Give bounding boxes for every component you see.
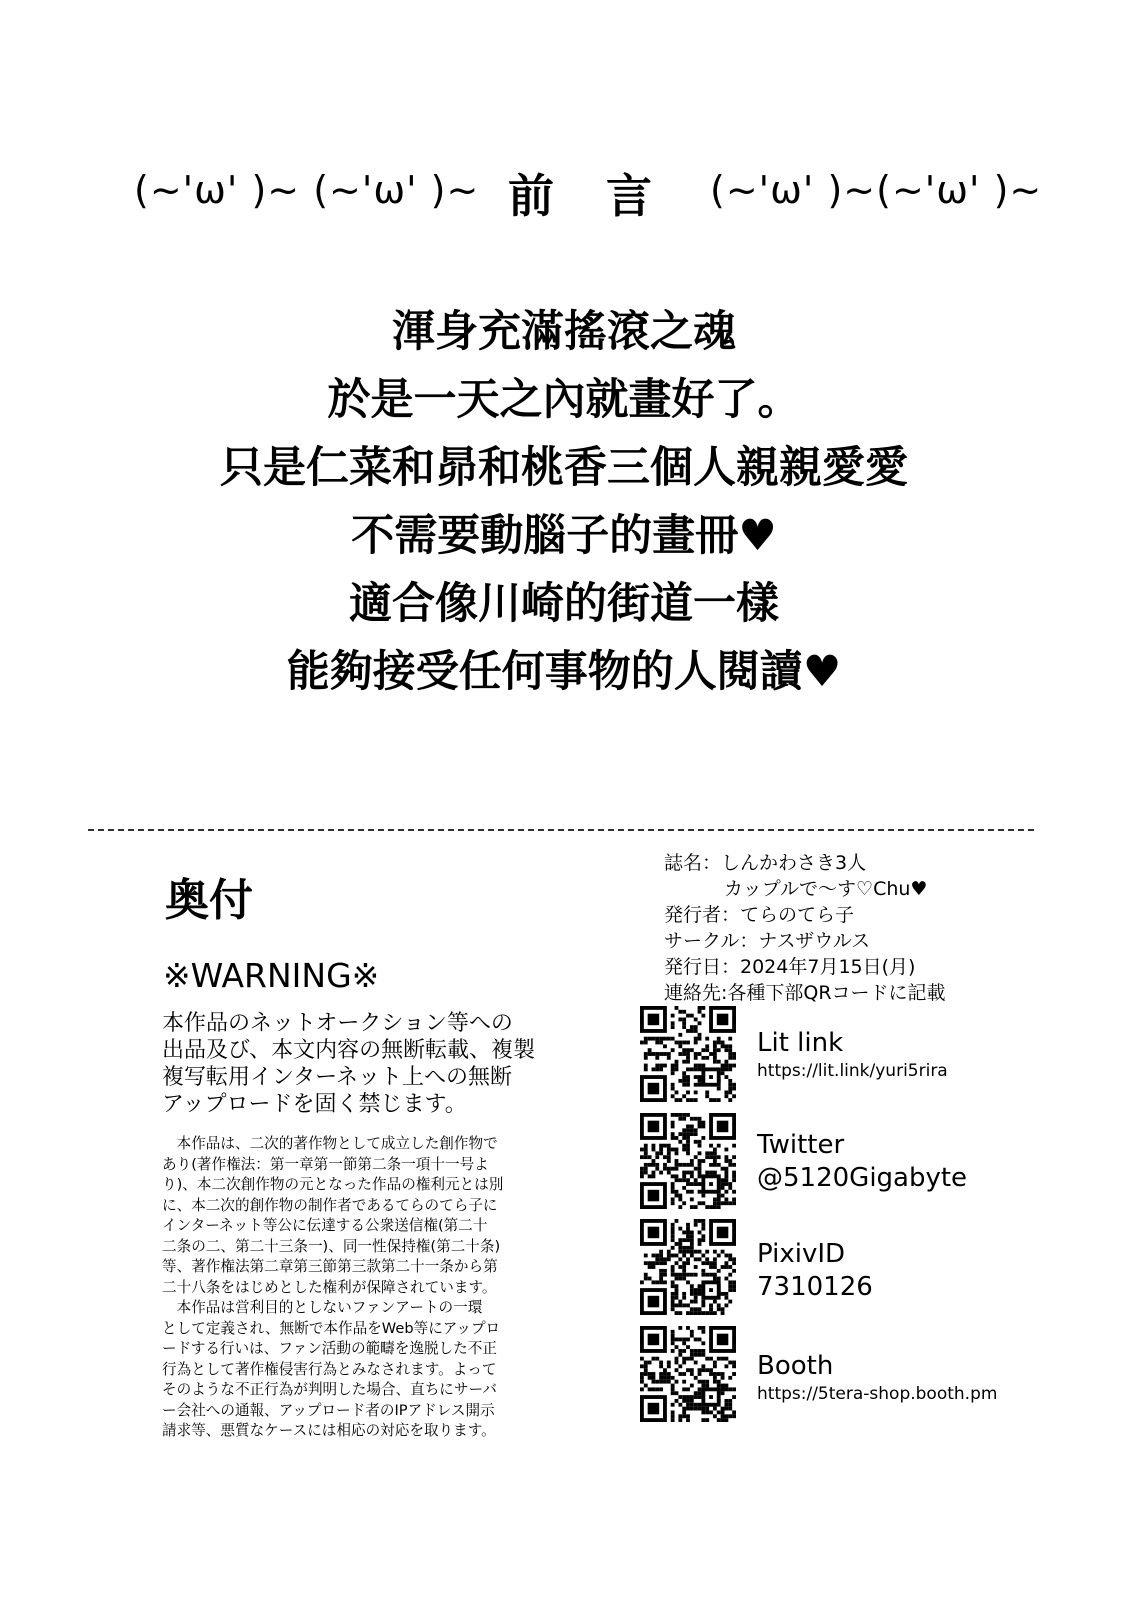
preface-line: 渾身充滿搖滾之魂 xyxy=(392,307,736,357)
booth-url[interactable]: https://5tera-shop.booth.pm xyxy=(757,1384,998,1404)
litlink-url[interactable]: https://lit.link/yuri5rira xyxy=(757,1061,948,1081)
qr-code-icon[interactable] xyxy=(640,1006,736,1102)
info-publisher: 発行者：てらのてら子 xyxy=(664,904,855,926)
booth-label: Booth xyxy=(757,1351,834,1381)
warning-title: ※WARNING※ xyxy=(163,956,380,995)
pixiv-label: PixivID xyxy=(757,1239,846,1269)
legal-line: 請求等、悪質なケースには相応の対応を取ります。 xyxy=(162,1422,496,1439)
legal-line: 本作品は、二次的著作物として成立した創作物で xyxy=(162,1135,498,1152)
warning-line: 本作品のネットオークション等への xyxy=(162,1011,513,1036)
legal-line: 二十八条をはじめとした権利が保障されています。 xyxy=(162,1278,497,1296)
info-title-cont: カップルで～す♡Chu♥ xyxy=(724,878,928,900)
legal-line: あり(著作権法：第一章第一節第二条一項十一号よ xyxy=(162,1155,489,1173)
colophon-title: 奥付 xyxy=(165,875,253,926)
qr-code-icon[interactable] xyxy=(640,1219,736,1315)
legal-line: 本作品は営利目的としないファンアートの一環 xyxy=(162,1299,483,1316)
legal-notice xyxy=(162,1134,562,1442)
preface-body xyxy=(0,298,1128,706)
info-circle: サークル：ナスザウルス xyxy=(664,930,871,952)
legal-line: ードする行いは、ファン活動の範疇を逸脱した不正 xyxy=(162,1340,497,1357)
qr-code-icon[interactable] xyxy=(640,1113,736,1209)
legal-line: そのような不正行為が判明した場合、直ちにサーバ xyxy=(162,1381,497,1398)
preface-line: 能夠接受任何事物的人閱讀♥ xyxy=(286,647,842,697)
info-contact: 連絡先:各種下部QRコードに記載 xyxy=(664,982,946,1004)
preface-line: 於是一天之內就畫好了。 xyxy=(327,375,801,425)
info-title: 誌名：しんかわさき3人 xyxy=(664,852,867,874)
preface-title: 前言 xyxy=(508,169,704,223)
legal-line: 等、著作権法第二章第三節第三款第二十一条から第 xyxy=(162,1258,498,1275)
preface-line: 不需要動腦子的畫冊♥ xyxy=(351,511,777,561)
qr-code-icon[interactable] xyxy=(640,1326,736,1422)
preface-line: 只是仁菜和昴和桃香三個人親親愛愛 xyxy=(220,443,908,493)
warning-line: 複写転用インターネット上への無断 xyxy=(162,1065,513,1090)
legal-line: として定義され、無断で本作品をWeb等にアップロ xyxy=(162,1319,501,1337)
info-date: 発行日：2024年7月15日(月) xyxy=(664,956,916,978)
warning-line: 出品及び、本文内容の無断転載、複製 xyxy=(162,1038,536,1063)
pixiv-id[interactable]: 7310126 xyxy=(757,1272,873,1302)
publication-info xyxy=(664,850,946,1006)
litlink-label: Lit link xyxy=(757,1028,844,1058)
legal-line: り)、本二次創作物の元となった作品の権利元とは別 xyxy=(162,1176,504,1193)
kaomoji-left: (~'ω' )~ (~'ω' )~ xyxy=(134,168,480,212)
dashed-divider xyxy=(88,829,1034,831)
legal-line: 行為として著作権侵害行為とみなされます。よって xyxy=(162,1360,497,1378)
twitter-handle[interactable]: @5120Gigabyte xyxy=(757,1163,968,1193)
warning-text xyxy=(162,1010,562,1118)
kaomoji-right: (~'ω' )~(~'ω' )~ xyxy=(710,168,1043,212)
warning-line: アップロードを固く禁じます。 xyxy=(162,1092,467,1117)
legal-line: 二条の二、第二十三条一)、同一性保持権(第二十条) xyxy=(162,1237,501,1255)
legal-line: ー会社への通報、アップロード者のIPアドレス開示 xyxy=(162,1401,495,1419)
preface-line: 適合像川崎的街道一樣 xyxy=(349,579,779,629)
twitter-label: Twitter xyxy=(757,1130,845,1160)
legal-line: インターネット等公に伝達する公衆送信権(第二十 xyxy=(162,1217,488,1234)
legal-line: に、本二次的創作物の制作者であるてらのてら子に xyxy=(162,1196,498,1214)
